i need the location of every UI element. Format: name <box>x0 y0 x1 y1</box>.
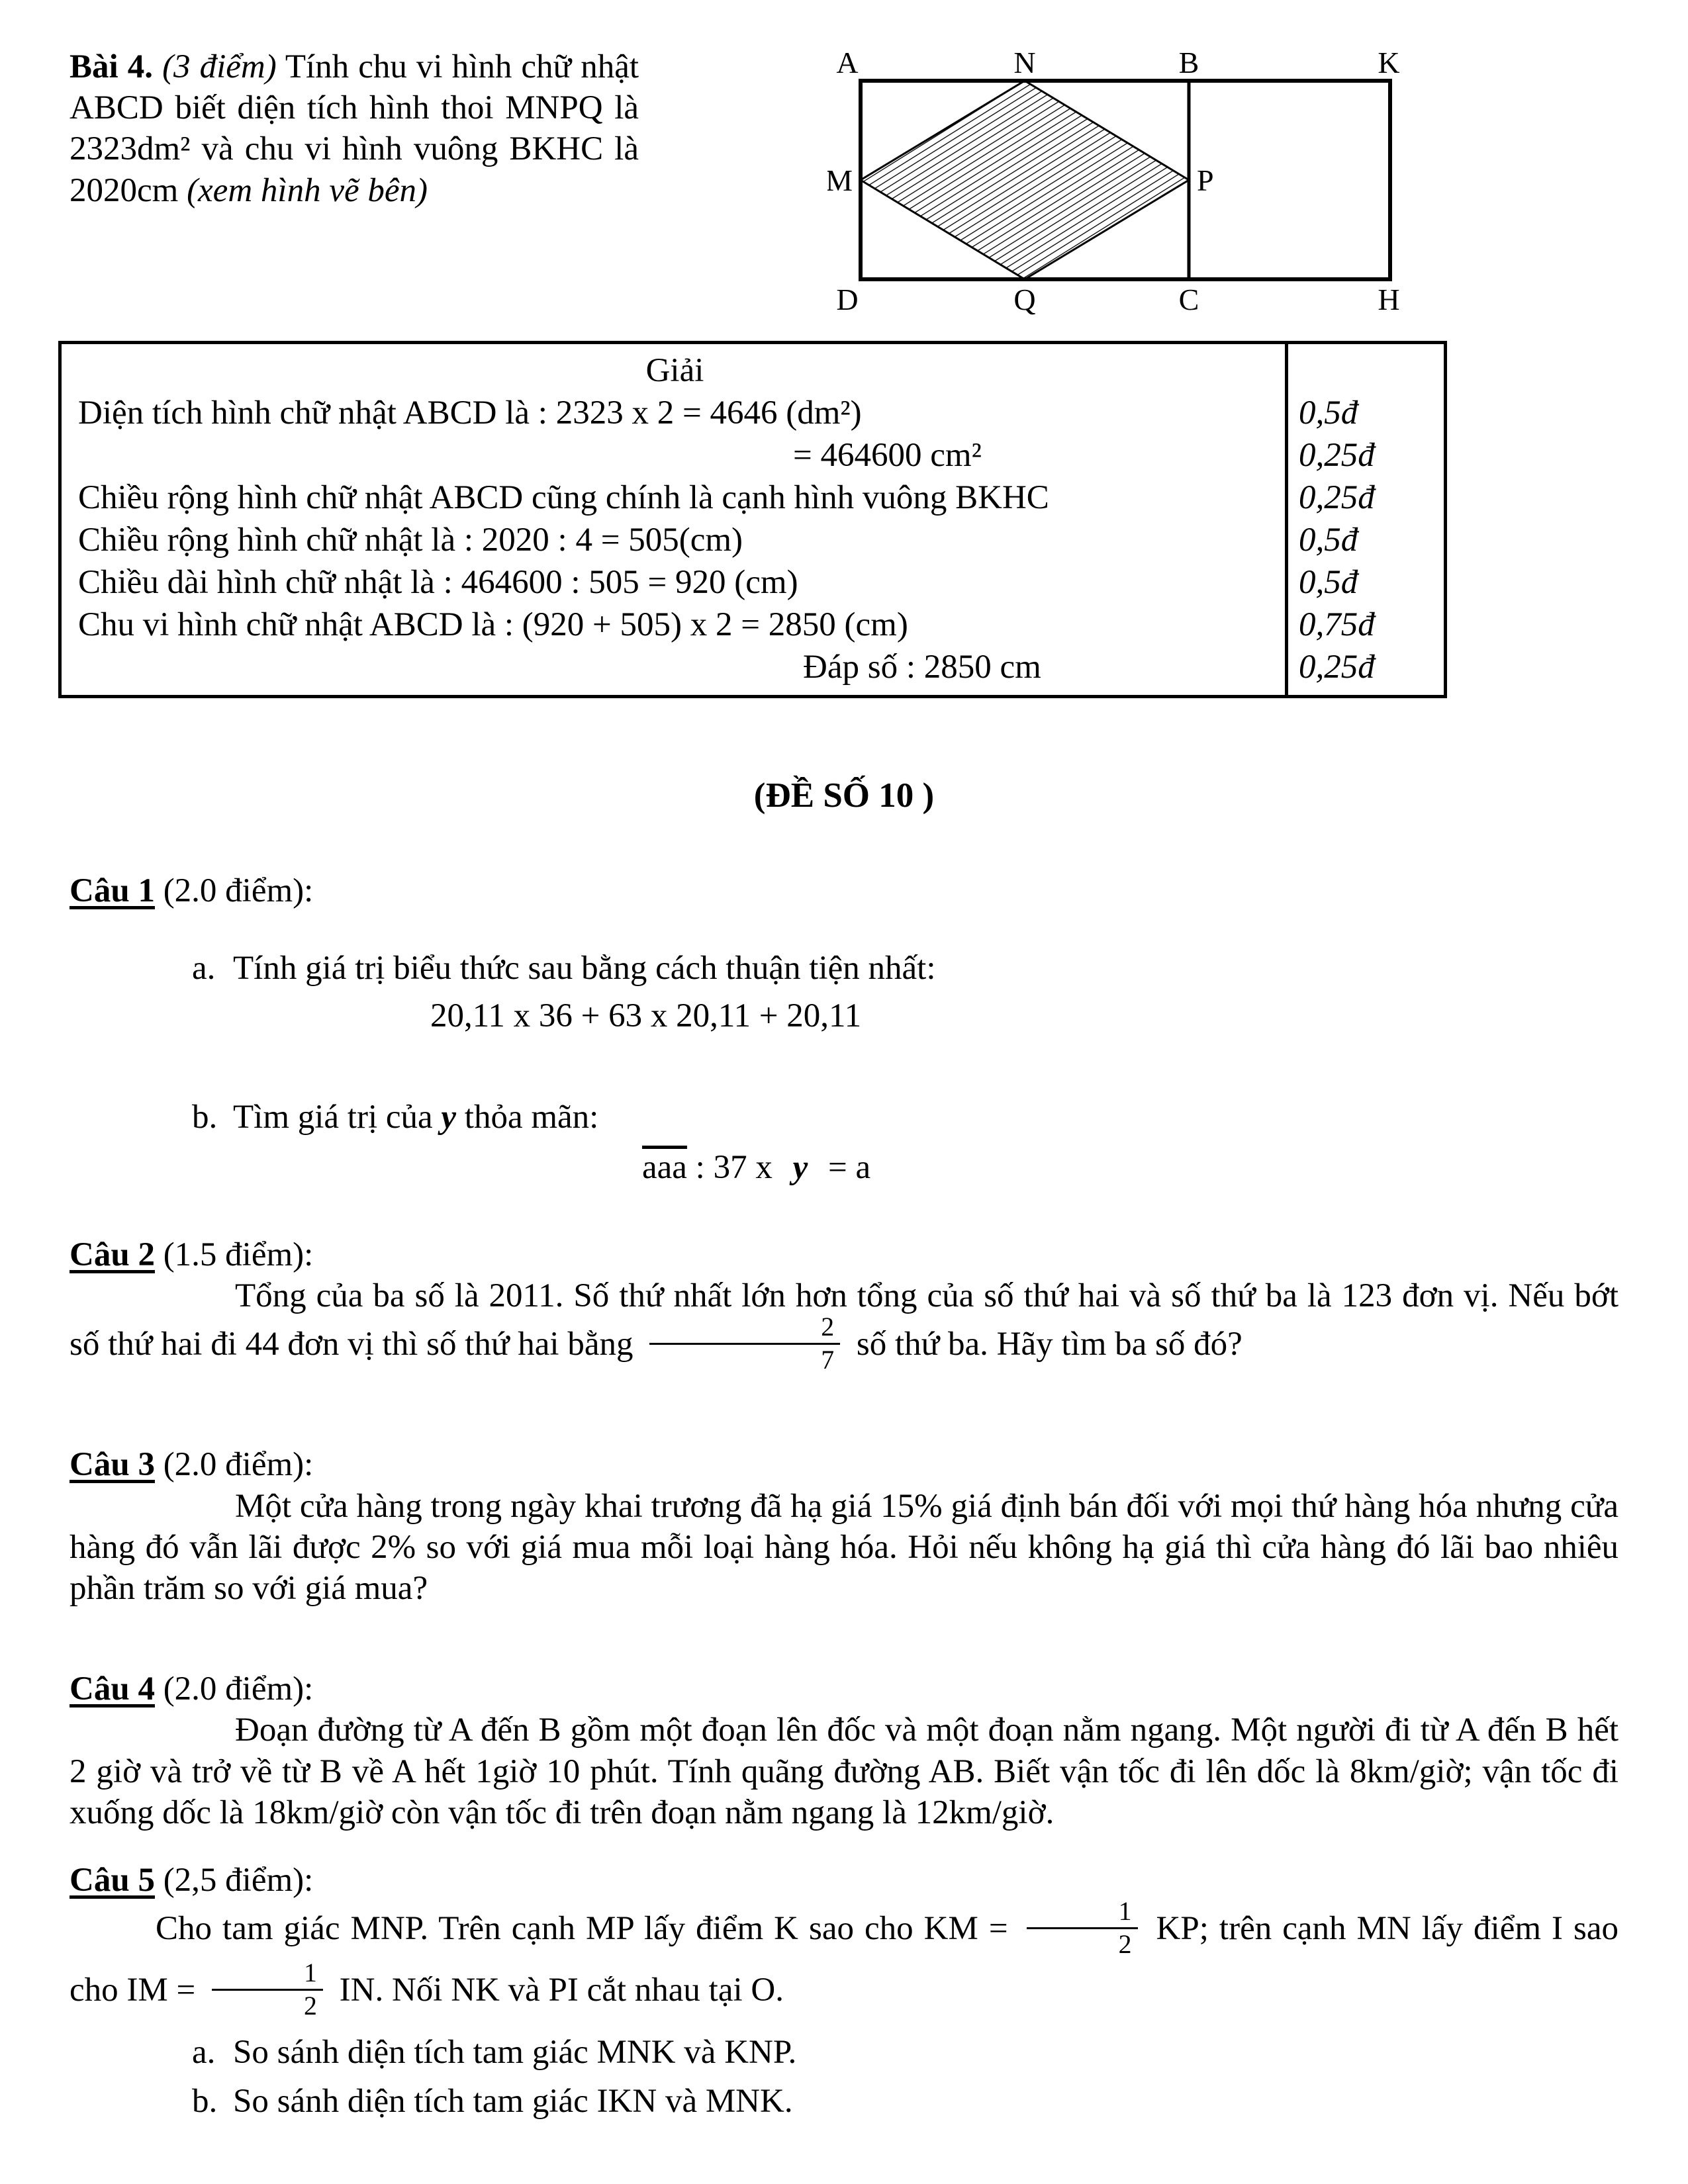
solution-step: Diện tích hình chữ nhật ABCD là : 2323 x 2 = 4646 (dm²) <box>78 394 862 432</box>
score-blank <box>1299 349 1437 392</box>
item-marker-b: b. <box>192 2083 218 2120</box>
question-1a-text: Tính giá trị biểu thức sau bằng cách thuận tiện nhất: <box>233 950 936 987</box>
item-marker-b: b. <box>192 1098 218 1136</box>
solution-step: Chiều dài hình chữ nhật là : 464600 : 505 = 920 (cm) <box>78 564 798 602</box>
variable-y: y <box>441 1098 457 1136</box>
solution-step: Chu vi hình chữ nhật ABCD là : (920 + 505) x 2 = 2850 (cm) <box>78 606 908 644</box>
question-1-item-a <box>192 948 1618 989</box>
score: 0,5đ <box>1299 564 1358 602</box>
score: 0,5đ <box>1299 394 1358 432</box>
question-5a-text: So sánh diện tích tam giác MNK và KNP. <box>233 2034 797 2071</box>
question-5-header <box>70 1860 1618 1901</box>
problem-4-points: (3 điểm) <box>162 48 277 85</box>
solution-title: Giải <box>645 352 704 390</box>
vertex-label-P: P <box>1197 163 1214 197</box>
fraction-denominator: 7 <box>821 1345 835 1375</box>
question-1-points: (2.0 điểm): <box>163 872 314 909</box>
solution-step: = 464600 cm² <box>793 437 982 475</box>
question-2-body <box>70 1275 1618 1378</box>
question-3-label: Câu 3 <box>70 1446 155 1484</box>
vertex-label-A: A <box>836 49 859 79</box>
fraction-denominator: 2 <box>303 1991 317 2021</box>
question-1a-expression: 20,11 x 36 + 63 x 20,11 + 20,11 <box>430 997 862 1035</box>
question-2-header <box>70 1234 1618 1275</box>
question-5-points: (2,5 điểm): <box>163 1862 314 1899</box>
score: 0,75đ <box>1299 606 1375 644</box>
question-3-header <box>70 1444 1618 1485</box>
question-1 <box>70 870 1618 1188</box>
problem-4-body: Tính chu vi hình chữ nhật ABCD biết diện tích hình thoi MNPQ là 2323dm² và chu vi hình vuông BKHC là 2020cm <box>70 48 639 209</box>
solution-final-answer: Đáp số : 2850 cm <box>803 649 1041 686</box>
fraction-numerator: 1 <box>1027 1897 1138 1929</box>
question-5-text-1: Cho tam giác MNP. Trên cạnh MP lấy điểm K sao cho KM = <box>156 1910 1008 1948</box>
exam-title: (ĐỀ SỐ 10 ) <box>753 776 935 815</box>
problem-4-section <box>70 46 1618 332</box>
solution-steps-column <box>62 344 1285 695</box>
vertex-label-Q: Q <box>1013 283 1036 316</box>
figure-svg <box>827 49 1423 322</box>
overline-aaa: $\overline{aaa}$ <box>642 1148 687 1186</box>
rhombus-MNPQ <box>861 81 1189 279</box>
question-5-text-2: KP; trên cạnh MN lấy điểm I sao cho IM = <box>70 1910 1618 2009</box>
question-2-points: (1.5 điểm): <box>163 1236 314 1273</box>
expression-result-part: = a <box>827 1148 871 1186</box>
fraction-1-2 <box>1027 1897 1138 1959</box>
question-3 <box>70 1444 1618 1609</box>
problem-4-statement <box>70 46 639 211</box>
question-1b-text-after: thỏa mãn: <box>464 1098 599 1136</box>
question-5b-text: So sánh diện tích tam giác IKN và MNK. <box>233 2083 793 2120</box>
question-4 <box>70 1668 1618 1833</box>
solution-step: Chiều rộng hình chữ nhật ABCD cũng chính là cạnh hình vuông BKHC <box>78 479 1049 517</box>
vertex-label-B: B <box>1178 49 1199 79</box>
score: 0,5đ <box>1299 522 1358 559</box>
item-marker-a: a. <box>192 950 216 987</box>
fraction-denominator: 2 <box>1118 1930 1132 1960</box>
score: 0,25đ <box>1299 479 1375 517</box>
fraction-1-2 <box>212 1959 323 2021</box>
problem-4-see-figure-note: (xem hình vẽ bên) <box>187 171 428 209</box>
solution-step: Chiều rộng hình chữ nhật là : 2020 : 4 = 505(cm) <box>78 522 743 559</box>
question-1b-expression <box>642 1147 1618 1188</box>
vertex-label-C: C <box>1178 283 1199 316</box>
solution-table <box>58 341 1447 698</box>
question-4-body: Đoạn đường từ A đến B gồm một đoạn lên đốc và một đoạn nằm ngang. Một người đi từ A đến B hết 2 giờ và trở về từ B về A hết 1giờ 10 phút. Tính quãng đường AB. Biết vận tốc đi lên dốc là 8km/giờ; vận tốc đi xuống dốc là 18km/giờ còn vận tốc đi trên đoạn nằm ngang là 12km/giờ. <box>70 1711 1618 1831</box>
solution-scores-column <box>1285 344 1444 695</box>
item-marker-a: a. <box>192 2034 216 2071</box>
fraction-2-7 <box>649 1313 840 1375</box>
question-1-item-b <box>192 1097 1618 1138</box>
question-3-points: (2.0 điểm): <box>163 1446 314 1484</box>
fraction-numerator: 1 <box>212 1959 323 1991</box>
question-1-label: Câu 1 <box>70 872 155 909</box>
question-2-label: Câu 2 <box>70 1236 155 1273</box>
question-1b-text-before: Tìm giá trị của <box>233 1098 433 1136</box>
question-2-text-before: Tổng của ba số là 2011. Số thứ nhất lớn hơn tổng của số thứ hai và số thứ ba là 123 đơn vị. Nếu bớt số thứ hai đi 44 đơn vị thì số thứ hai bằng <box>70 1277 1618 1363</box>
score: 0,25đ <box>1299 437 1375 475</box>
question-1-header <box>70 870 1618 911</box>
question-5 <box>70 1860 1618 2122</box>
vertex-label-M: M <box>827 163 853 197</box>
geometry-figure <box>827 49 1423 332</box>
question-5-item-b <box>192 2081 1618 2122</box>
problem-4-label: Bài 4. <box>70 48 153 85</box>
question-4-label: Câu 4 <box>70 1670 155 1708</box>
vertex-label-N: N <box>1013 49 1036 79</box>
question-1b-text <box>233 1097 598 1138</box>
question-5-body <box>70 1897 1618 2024</box>
question-5-text-3: IN. Nối NK và PI cắt nhau tại O. <box>339 1972 784 2009</box>
question-2 <box>70 1234 1618 1378</box>
question-5-item-a <box>192 2032 1618 2073</box>
vertex-label-K: K <box>1378 49 1400 79</box>
question-2-text-after: số thứ ba. Hãy tìm ba số đó? <box>856 1326 1243 1363</box>
vertex-label-H: H <box>1378 283 1400 316</box>
question-4-points: (2.0 điểm): <box>163 1670 314 1708</box>
question-5-label: Câu 5 <box>70 1862 155 1899</box>
variable-y: y <box>792 1148 808 1186</box>
score: 0,25đ <box>1299 649 1375 686</box>
vertex-label-D: D <box>836 283 859 316</box>
expression-operator-part: : 37 x <box>695 1148 773 1186</box>
fraction-numerator: 2 <box>649 1313 840 1345</box>
question-3-body: Một cửa hàng trong ngày khai trương đã hạ giá 15% giá định bán đối với mọi thứ hàng hóa nhưng cửa hàng đó vẫn lãi được 2% so với giá mua mỗi loại hàng hóa. Hỏi nếu không hạ giá thì cửa hàng đó lãi bao nhiêu phần trăm so với giá mua? <box>70 1487 1618 1607</box>
question-4-header <box>70 1668 1618 1709</box>
